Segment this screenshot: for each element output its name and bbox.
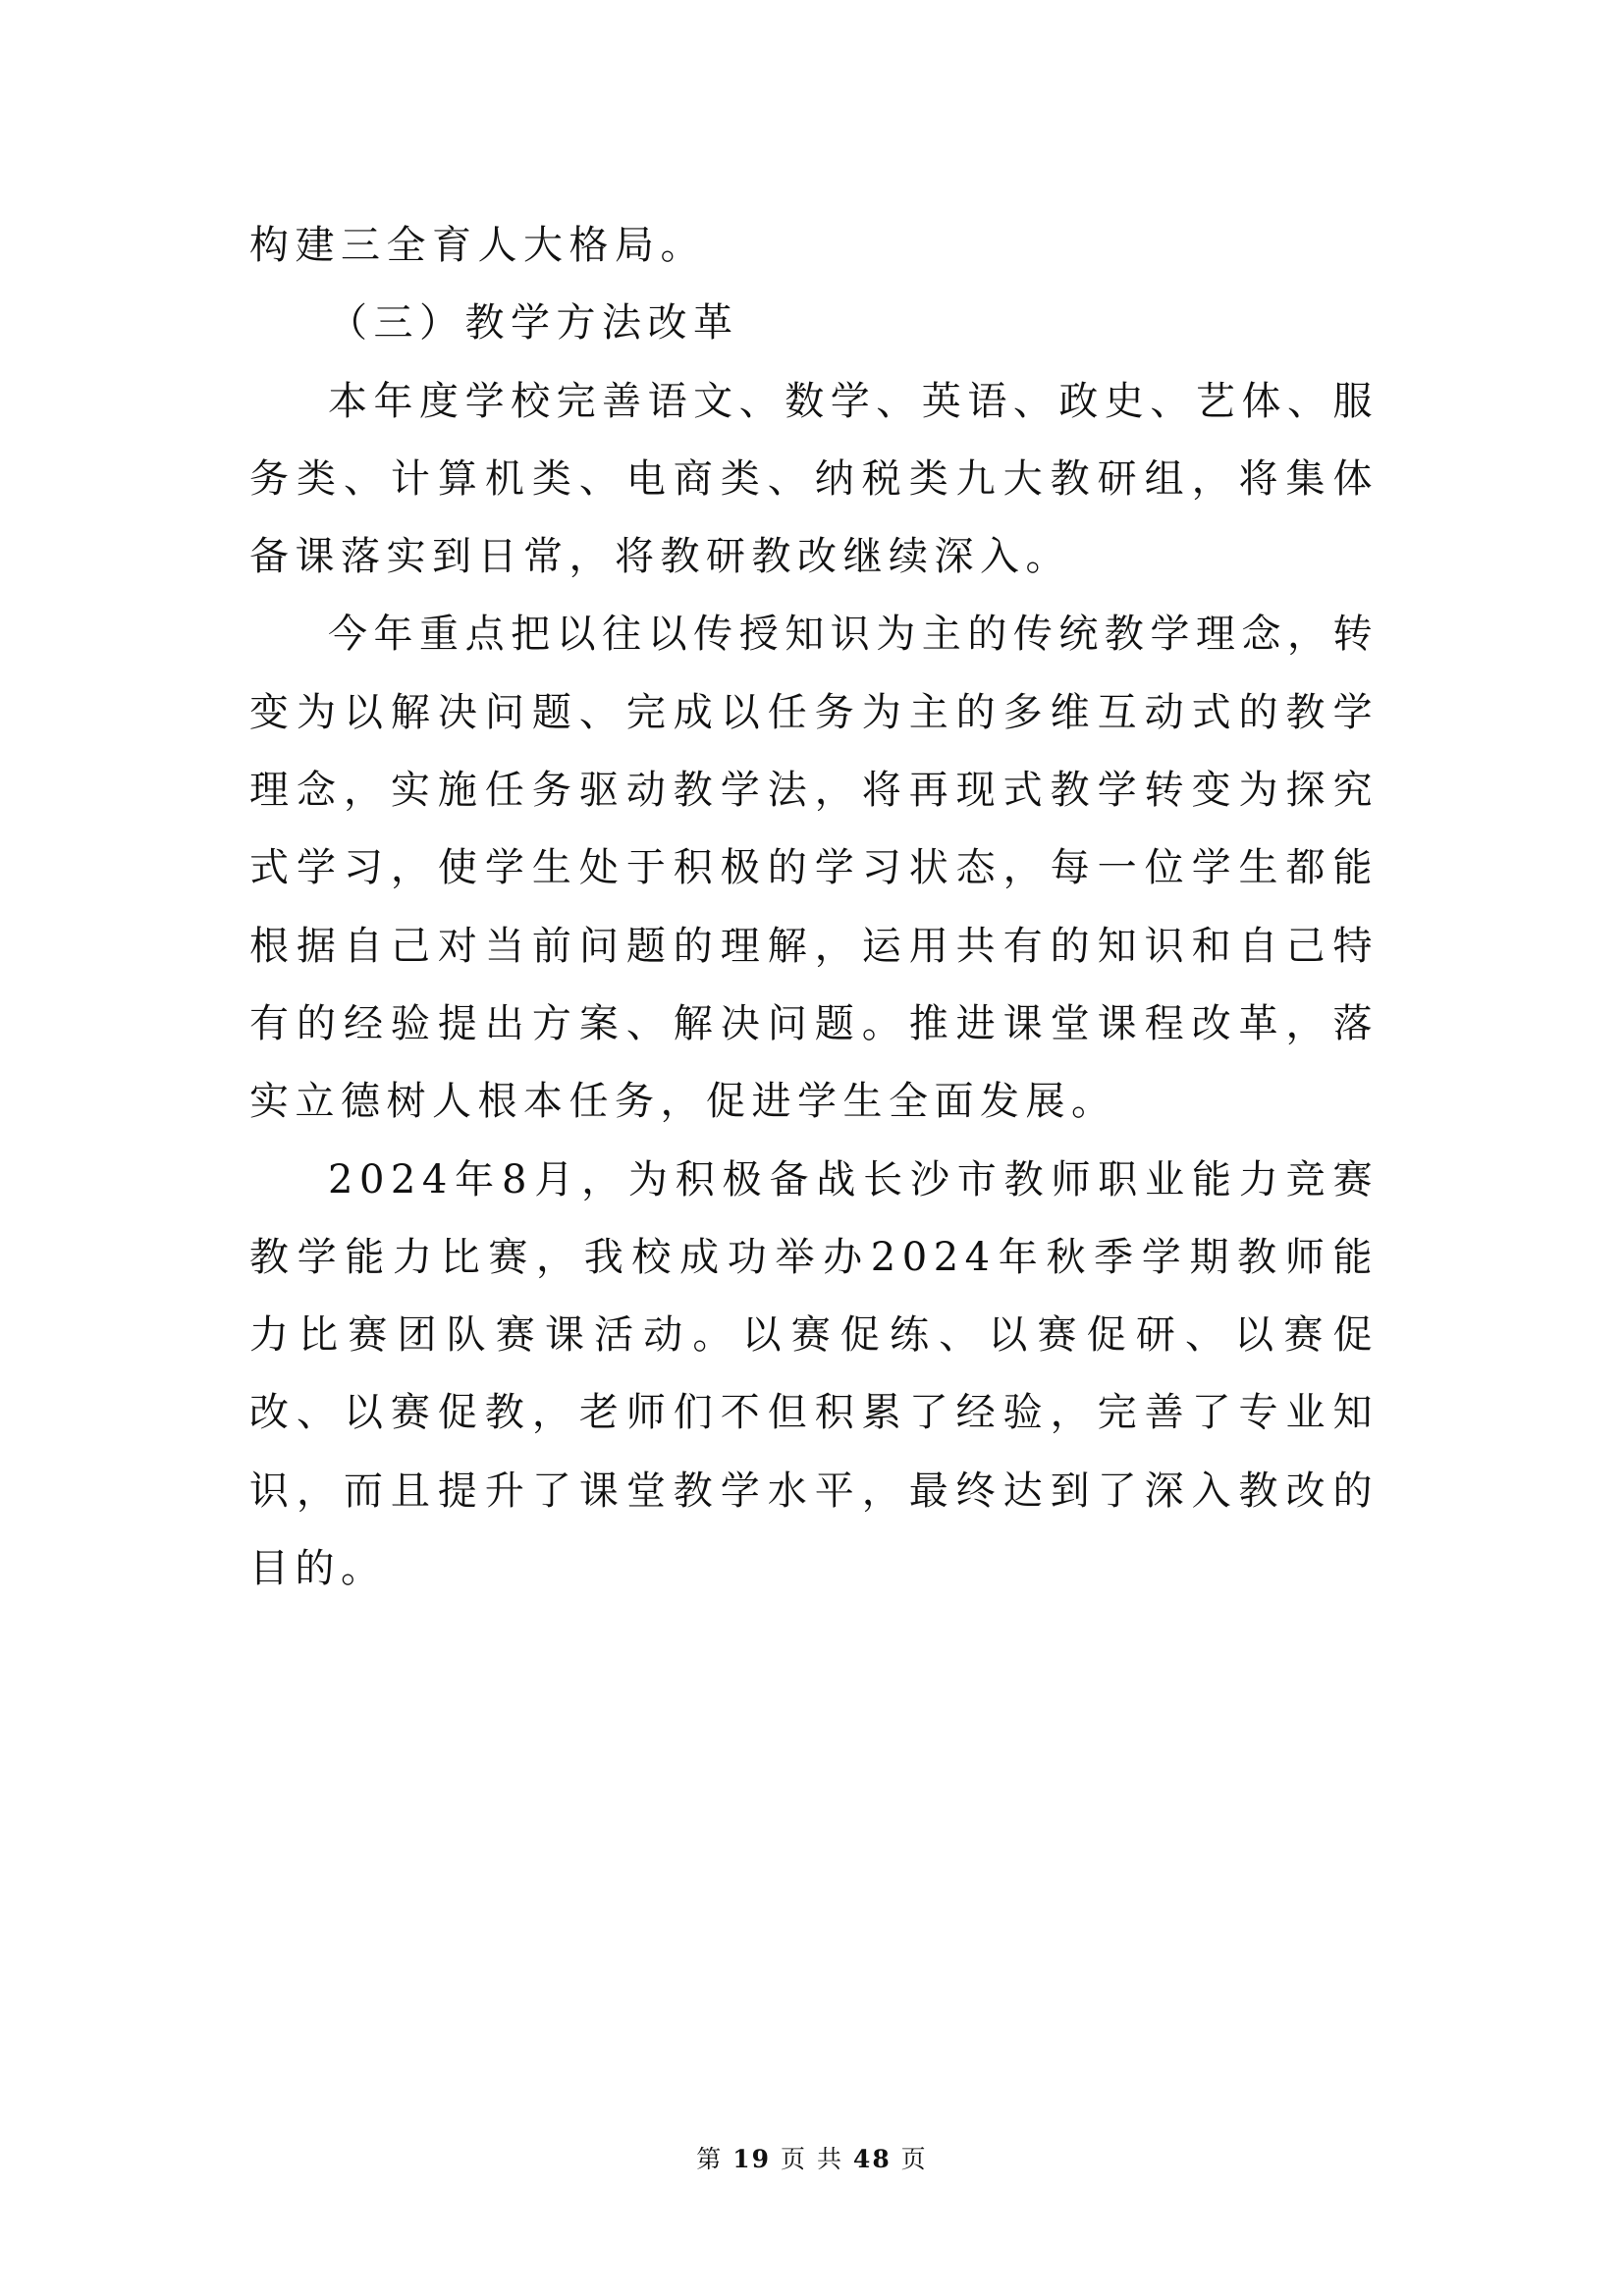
section-heading: （三）教学方法改革 xyxy=(328,300,739,347)
body-paragraph-competition: 2024年8月，为积极备战长沙市教师职业能力竞赛教学能力比赛，我校成功举办2024年秋季学期教师能力比赛团队赛课活动。以赛促练、以赛促研、以赛促改、以赛促教，老师们不但积累了经验，完善了专业知识，而且提升了课堂教学水平，最终达到了深入教改的目的。 xyxy=(249,1156,1379,1592)
footer-suffix: 页 xyxy=(900,2145,928,2173)
footer-middle: 页 共 xyxy=(781,2145,843,2173)
continuation-paragraph: 构建三全育人大格局。 xyxy=(249,223,706,268)
footer-prefix: 第 xyxy=(696,2145,724,2173)
current-page-number: 19 xyxy=(732,2145,772,2173)
body-paragraph-teaching-groups: 本年度学校完善语文、数学、英语、政史、艺体、服务类、计算机类、电商类、纳税类九大教研组，将集体备课落实到日常，将教研教改继续深入。 xyxy=(249,378,1379,580)
body-paragraph-teaching-concept: 今年重点把以往以传授知识为主的传统教学理念，转变为以解决问题、完成以任务为主的多维互动式的教学理念，实施任务驱动教学法，将再现式教学转变为探究式学习，使学生处于积极的学习状态，每一位学生都能根据自己对当前问题的理解，运用共有的知识和自己特有的经验提出方案、解决问题。推进课堂课程改革，落实立德树人根本任务，促进学生全面发展。 xyxy=(249,612,1379,1125)
document-body xyxy=(249,207,1379,1608)
total-page-number: 48 xyxy=(852,2145,892,2173)
page-footer xyxy=(0,2143,1624,2176)
